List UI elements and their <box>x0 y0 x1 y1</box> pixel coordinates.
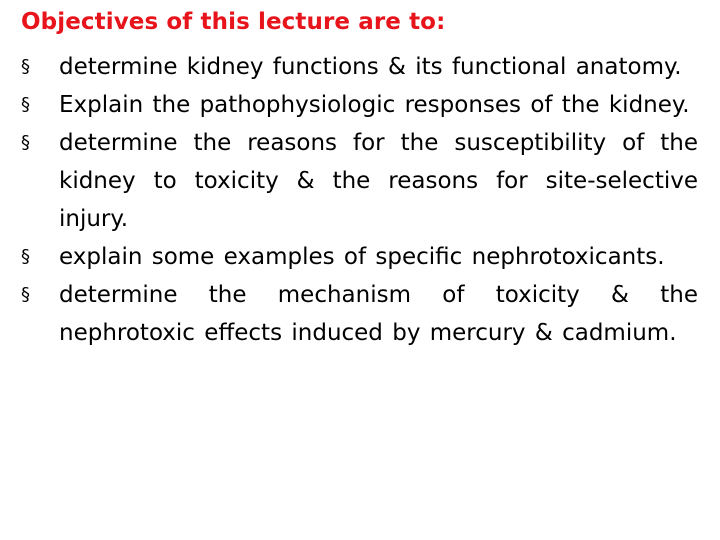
objective-text: Explain the pathophysiologic responses of the kidney. <box>59 92 690 118</box>
list-item <box>21 276 698 352</box>
objective-text: explain some examples of specific nephrotoxicants. <box>59 244 665 270</box>
list-item <box>21 86 698 124</box>
square-bullet-icon: § <box>21 284 30 305</box>
objective-text: determine the mechanism of toxicity & the nephrotoxic effects induced by mercury & cadmium. <box>59 282 698 346</box>
objective-text: determine kidney functions & its functional anatomy. <box>59 54 682 80</box>
square-bullet-icon: § <box>21 94 30 115</box>
list-item <box>21 238 698 276</box>
list-item <box>21 124 698 238</box>
square-bullet-icon: § <box>21 56 30 77</box>
square-bullet-icon: § <box>21 132 30 153</box>
objectives-list <box>21 48 698 352</box>
list-item <box>21 48 698 86</box>
slide-title: Objectives of this lecture are to: <box>21 9 446 35</box>
objective-text: determine the reasons for the susceptibility of the kidney to toxicity & the reasons for site-selective injury. <box>59 130 698 232</box>
square-bullet-icon: § <box>21 246 30 267</box>
